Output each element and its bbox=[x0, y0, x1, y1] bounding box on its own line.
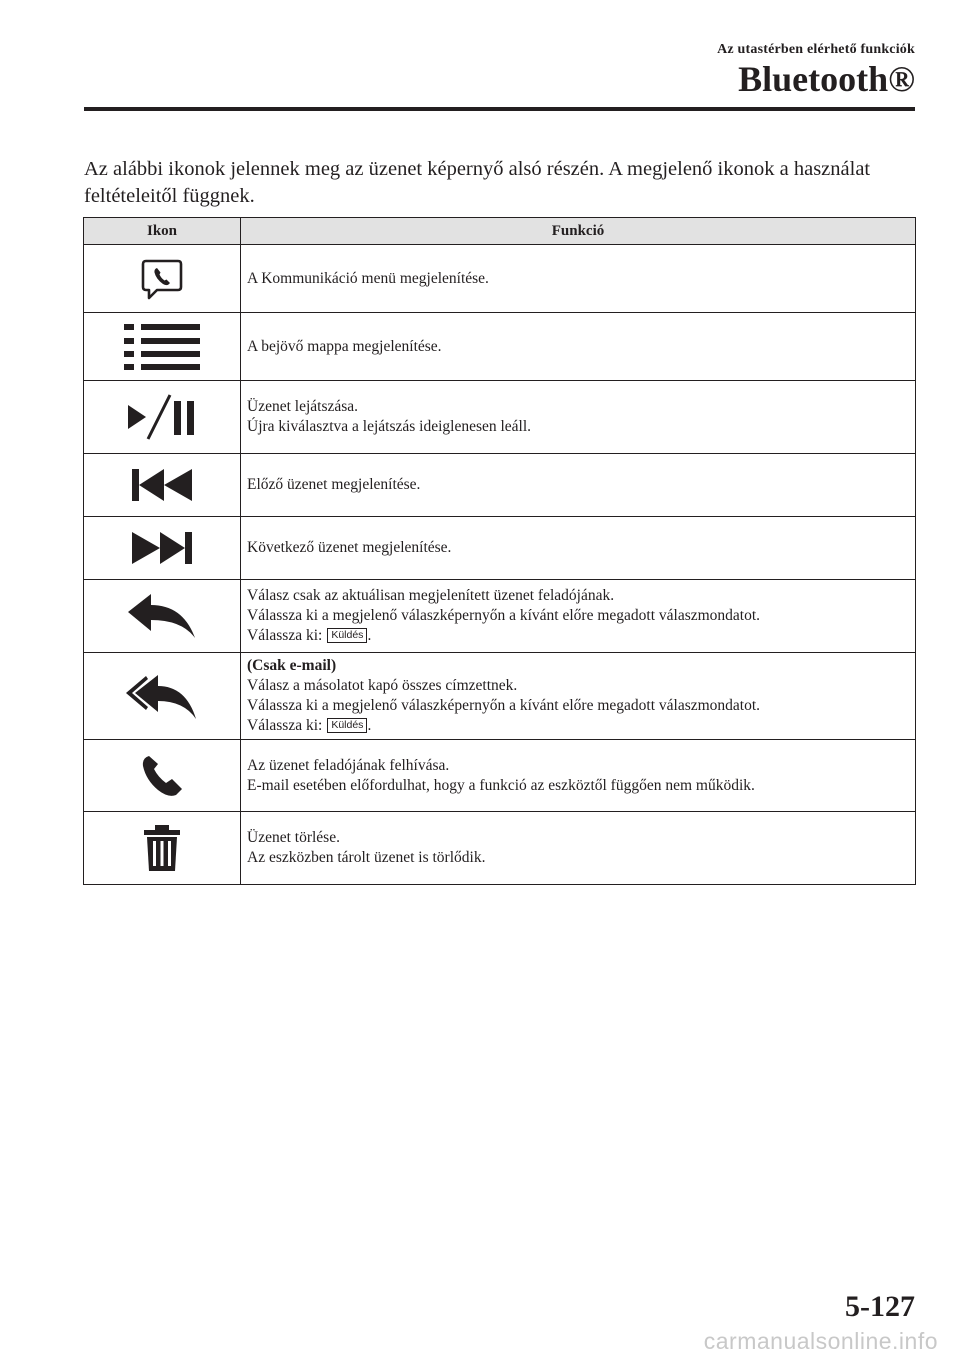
function-text: E-mail esetében előfordulhat, hogy a funkció az eszköztől függően nem működik. bbox=[247, 776, 755, 794]
icon-cell bbox=[84, 245, 241, 313]
function-cell bbox=[241, 740, 916, 812]
table-row bbox=[84, 812, 916, 885]
function-cell bbox=[241, 454, 916, 517]
phone-icon bbox=[140, 754, 184, 798]
icon-cell bbox=[84, 454, 241, 517]
table-header-row bbox=[84, 218, 916, 245]
select-label: Válassza ki: bbox=[247, 627, 323, 644]
table-row bbox=[84, 381, 916, 454]
icon-cell bbox=[84, 653, 241, 740]
function-text: Újra kiválasztva a lejátszás ideiglenesen leáll. bbox=[247, 418, 532, 435]
function-text: Válassza ki a megjelenő válaszképernyőn a kívánt előre megadott válaszmondatot. bbox=[247, 607, 761, 624]
trash-icon bbox=[142, 824, 182, 872]
function-cell bbox=[241, 653, 916, 740]
reply-all-icon bbox=[124, 671, 200, 721]
section-title: Az utastérben elérhető funkciók bbox=[717, 42, 915, 57]
page-number: 5-127 bbox=[845, 1290, 915, 1323]
table-row bbox=[84, 517, 916, 580]
header-divider bbox=[84, 107, 915, 111]
function-cell bbox=[241, 313, 916, 381]
function-text: Az eszközben tárolt üzenet is törlődik. bbox=[247, 849, 486, 866]
chapter-title: Bluetooth® bbox=[738, 59, 915, 99]
play-pause-icon bbox=[126, 393, 198, 441]
send-button[interactable]: Küldés bbox=[327, 628, 367, 643]
send-button[interactable]: Küldés bbox=[327, 718, 367, 733]
function-text: Az üzenet feladójának felhívása. bbox=[247, 756, 450, 774]
table-row bbox=[84, 740, 916, 812]
intro-paragraph: Az alábbi ikonok jelennek meg az üzenet képernyő alsó részén. A megjelenő ikonok a használat feltételeitől függnek. bbox=[84, 158, 871, 207]
function-cell bbox=[241, 381, 916, 454]
function-text: Előző üzenet megjelenítése. bbox=[247, 476, 421, 493]
function-select-line bbox=[247, 716, 909, 736]
table-row bbox=[84, 313, 916, 381]
function-text: A Kommunikáció menü megjelenítése. bbox=[247, 269, 489, 287]
column-header-function: Funkció bbox=[241, 218, 916, 245]
function-select-line bbox=[247, 626, 909, 646]
communication-menu-icon bbox=[140, 258, 184, 300]
table-row bbox=[84, 653, 916, 740]
select-label: Válassza ki: bbox=[247, 717, 323, 734]
function-text: Üzenet lejátszása. bbox=[247, 398, 359, 415]
table-row bbox=[84, 580, 916, 653]
icon-cell bbox=[84, 740, 241, 812]
function-text: A bejövő mappa megjelenítése. bbox=[247, 337, 442, 355]
function-text: Válasz csak az aktuálisan megjelenített üzenet feladójának. bbox=[247, 587, 615, 604]
function-text: Üzenet törlése. bbox=[247, 829, 340, 846]
function-cell bbox=[241, 580, 916, 653]
function-cell bbox=[241, 812, 916, 885]
select-suffix: . bbox=[367, 717, 372, 734]
function-cell bbox=[241, 245, 916, 313]
reply-icon bbox=[125, 592, 199, 640]
inbox-list-icon bbox=[122, 322, 202, 372]
footer-watermark: carmanualsonline.info bbox=[703, 1328, 938, 1354]
icon-cell bbox=[84, 381, 241, 454]
function-text: Válassza ki a megjelenő válaszképernyőn a kívánt előre megadott válaszmondatot. bbox=[247, 697, 761, 714]
function-text: Következő üzenet megjelenítése. bbox=[247, 539, 452, 556]
table-row bbox=[84, 454, 916, 517]
next-icon bbox=[130, 530, 194, 566]
icon-cell bbox=[84, 517, 241, 580]
email-only-note: (Csak e-mail) bbox=[247, 657, 337, 674]
column-header-icon: Ikon bbox=[84, 218, 241, 245]
select-suffix: . bbox=[367, 627, 372, 644]
function-cell bbox=[241, 517, 916, 580]
icon-function-table bbox=[83, 217, 916, 885]
table-row bbox=[84, 245, 916, 313]
icon-cell bbox=[84, 313, 241, 381]
icon-cell bbox=[84, 580, 241, 653]
icon-cell bbox=[84, 812, 241, 885]
previous-icon bbox=[130, 467, 194, 503]
function-text: Válasz a másolatot kapó összes címzettnek. bbox=[247, 677, 518, 694]
